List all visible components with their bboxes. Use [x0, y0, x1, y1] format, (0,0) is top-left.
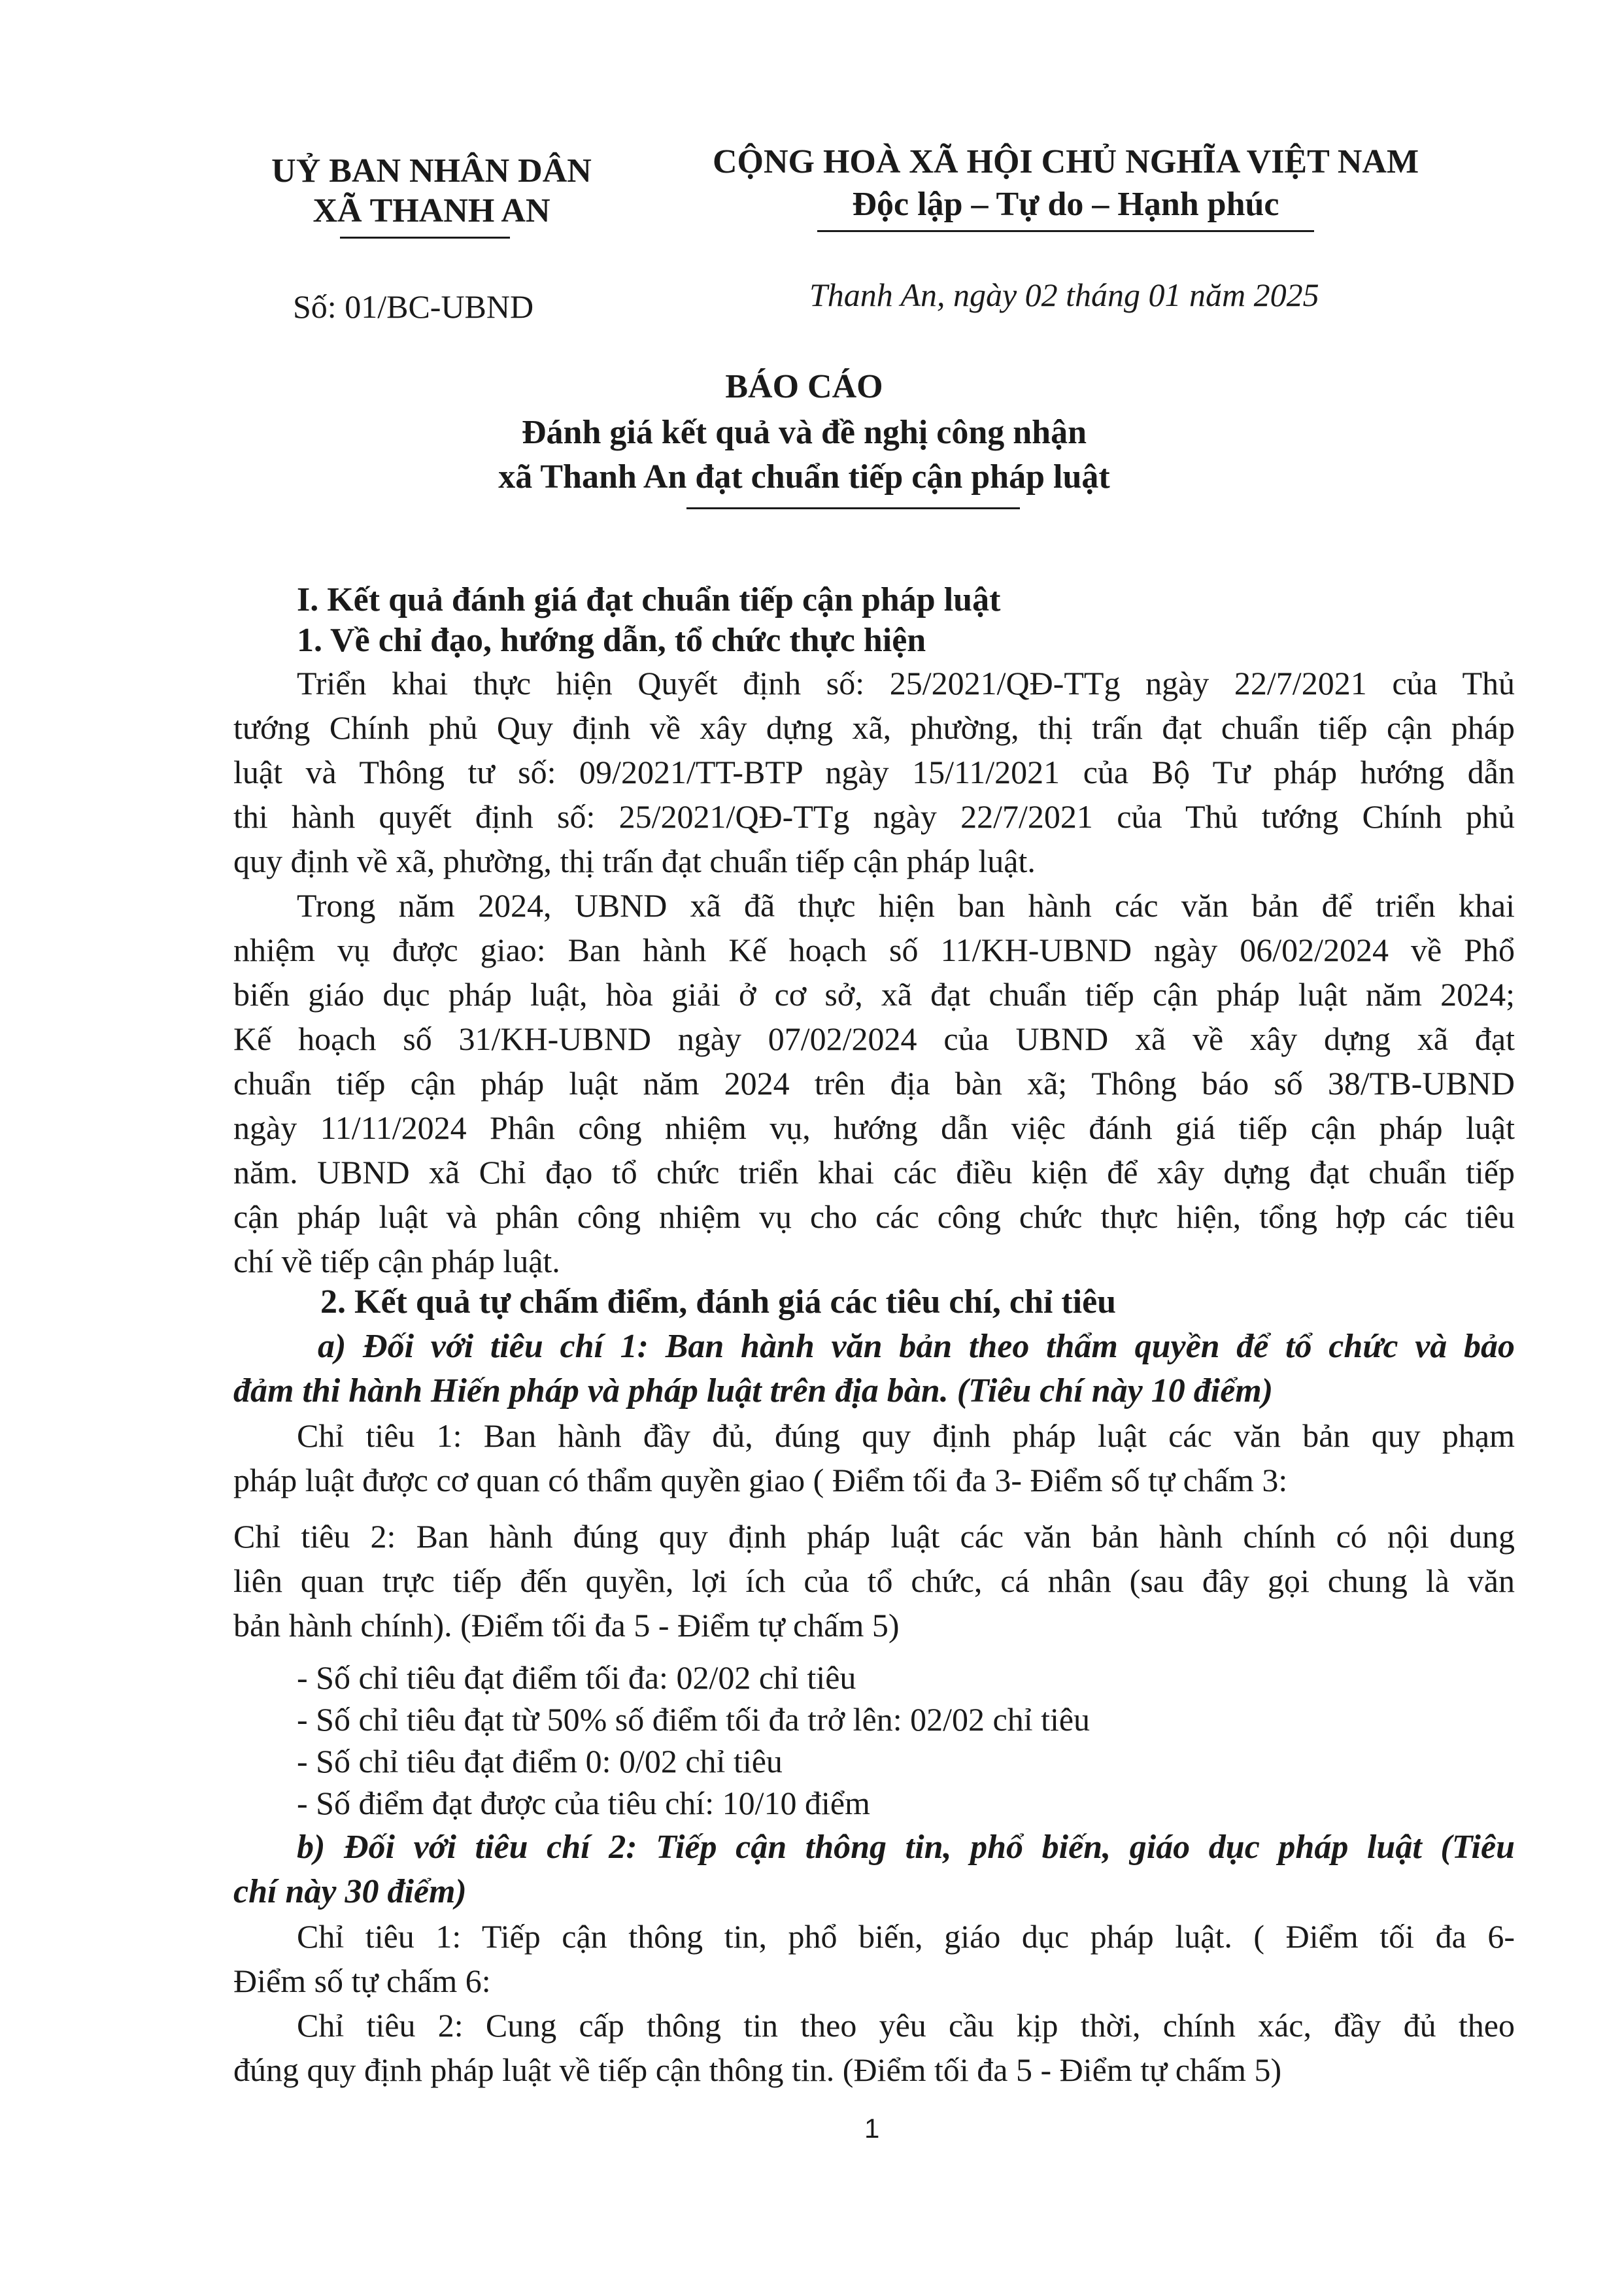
paragraph-line: nhiệm vụ được giao: Ban hành Kế hoạch số 11/KH-UBND ngày 06/02/2024 về Phổ [233, 932, 1515, 968]
section-heading-1: I. Kết quả đánh giá đạt chuẩn tiếp cận pháp luật [297, 581, 1001, 618]
list-item: - Số chỉ tiêu đạt điểm 0: 0/02 chỉ tiêu [297, 1743, 783, 1780]
place-date: Thanh An, ngày 02 tháng 01 năm 2025 [809, 277, 1319, 313]
document-number: Số: 01/BC-UBND [293, 288, 534, 325]
nation-line-2: Độc lập – Tự do – Hạnh phúc [852, 186, 1279, 223]
subsection-heading-2: 2. Kết quả tự chấm điểm, đánh giá các tiêu chí, chỉ tiêu [320, 1283, 1117, 1321]
paragraph-line: liên quan trực tiếp đến quyền, lợi ích của tổ chức, cá nhân (sau đây gọi chung là văn [233, 1562, 1515, 1599]
report-title: BÁO CÁO [725, 368, 883, 405]
paragraph-line: Chỉ tiêu 1: Ban hành đầy đủ, đúng quy định pháp luật các văn bản quy phạm [297, 1417, 1515, 1454]
paragraph-line: biến giáo dục pháp luật, hòa giải ở cơ sở, xã đạt chuẩn tiếp cận pháp luật năm 2024; [233, 976, 1515, 1013]
paragraph-line: Chỉ tiêu 2: Cung cấp thông tin theo yêu cầu kịp thời, chính xác, đầy đủ theo [297, 2007, 1515, 2044]
paragraph-line: Trong năm 2024, UBND xã đã thực hiện ban hành các văn bản để triển khai [297, 887, 1515, 924]
motto-underline [817, 230, 1314, 232]
criterion-line: b) Đối với tiêu chí 2: Tiếp cận thông tin, phổ biến, giáo dục pháp luật (Tiêu [297, 1829, 1515, 1866]
org-underline [340, 237, 510, 239]
paragraph-line: đúng quy định pháp luật về tiếp cận thông tin. (Điểm tối đa 5 - Điểm tự chấm 5) [233, 2051, 1282, 2088]
paragraph-line: quy định về xã, phường, thị trấn đạt chuẩn tiếp cận pháp luật. [233, 843, 1036, 879]
paragraph-line: bản hành chính). (Điểm tối đa 5 - Điểm tự chấm 5) [233, 1607, 900, 1644]
list-item: - Số chỉ tiêu đạt từ 50% số điểm tối đa trở lên: 02/02 chỉ tiêu [297, 1701, 1091, 1738]
report-subtitle-1: Đánh giá kết quả và đề nghị công nhận [521, 414, 1087, 451]
paragraph-line: tướng Chính phủ Quy định về xây dựng xã, phường, thị trấn đạt chuẩn tiếp cận pháp [233, 709, 1515, 746]
list-item: - Số chỉ tiêu đạt điểm tối đa: 02/02 chỉ tiêu [297, 1659, 856, 1696]
paragraph-line: Triển khai thực hiện Quyết định số: 25/2021/QĐ-TTg ngày 22/7/2021 của Thủ [297, 665, 1515, 701]
list-item: - Số điểm đạt được của tiêu chí: 10/10 điểm [297, 1785, 870, 1821]
paragraph-line: cận pháp luật và phân công nhiệm vụ cho các công chức thực hiện, tổng hợp các tiêu [233, 1198, 1515, 1235]
org-line-1: UỶ BAN NHÂN DÂN [271, 152, 592, 190]
org-name [248, 152, 615, 230]
paragraph-line: Chỉ tiêu 1: Tiếp cận thông tin, phổ biến, giáo dục pháp luật. ( Điểm tối đa 6- [297, 1918, 1515, 1955]
page-number: 1 [864, 2113, 880, 2144]
paragraph-line: năm. UBND xã Chỉ đạo tổ chức triển khai các điều kiện để xây dựng đạt chuẩn tiếp [233, 1154, 1515, 1190]
report-subtitle-2: xã Thanh An đạt chuẩn tiếp cận pháp luật [498, 458, 1110, 496]
paragraph-line: Điểm số tự chấm 6: [233, 1963, 491, 1999]
paragraph-line: ngày 11/11/2024 Phân công nhiệm vụ, hướng dẫn việc đánh giá tiếp cận pháp luật [233, 1109, 1515, 1146]
criterion-line: chí này 30 điểm) [233, 1873, 467, 1910]
paragraph-line: chuẩn tiếp cận pháp luật năm 2024 trên địa bàn xã; Thông báo số 38/TB-UBND [233, 1065, 1515, 1102]
paragraph-line: luật và Thông tư số: 09/2021/TT-BTP ngày 15/11/2021 của Bộ Tư pháp hướng dẫn [233, 754, 1515, 790]
nation-line-1: CỘNG HOÀ XÃ HỘI CHỦ NGHĨA VIỆT NAM [712, 143, 1419, 180]
paragraph-line: pháp luật được cơ quan có thẩm quyền giao ( Điểm tối đa 3- Điểm số tự chấm 3: [233, 1462, 1288, 1498]
paragraph-line: Kế hoạch số 31/KH-UBND ngày 07/02/2024 của UBND xã về xây dựng xã đạt [233, 1020, 1515, 1057]
criterion-line: a) Đối với tiêu chí 1: Ban hành văn bản theo thẩm quyền để tổ chức và bảo [318, 1328, 1515, 1365]
title-underline [686, 507, 1020, 509]
criterion-line: đảm thi hành Hiến pháp và pháp luật trên địa bàn. (Tiêu chí này 10 điểm) [233, 1372, 1274, 1409]
nation-heading [660, 143, 1471, 224]
subsection-heading-1: 1. Về chỉ đạo, hướng dẫn, tổ chức thực hiện [297, 622, 926, 659]
paragraph-line: chí về tiếp cận pháp luật. [233, 1243, 560, 1279]
paragraph-line: thi hành quyết định số: 25/2021/QĐ-TTg ngày 22/7/2021 của Thủ tướng Chính phủ [233, 798, 1515, 835]
paragraph-line: Chỉ tiêu 2: Ban hành đúng quy định pháp luật các văn bản hành chính có nội dung [233, 1518, 1515, 1555]
org-line-2: XÃ THANH AN [313, 192, 550, 229]
